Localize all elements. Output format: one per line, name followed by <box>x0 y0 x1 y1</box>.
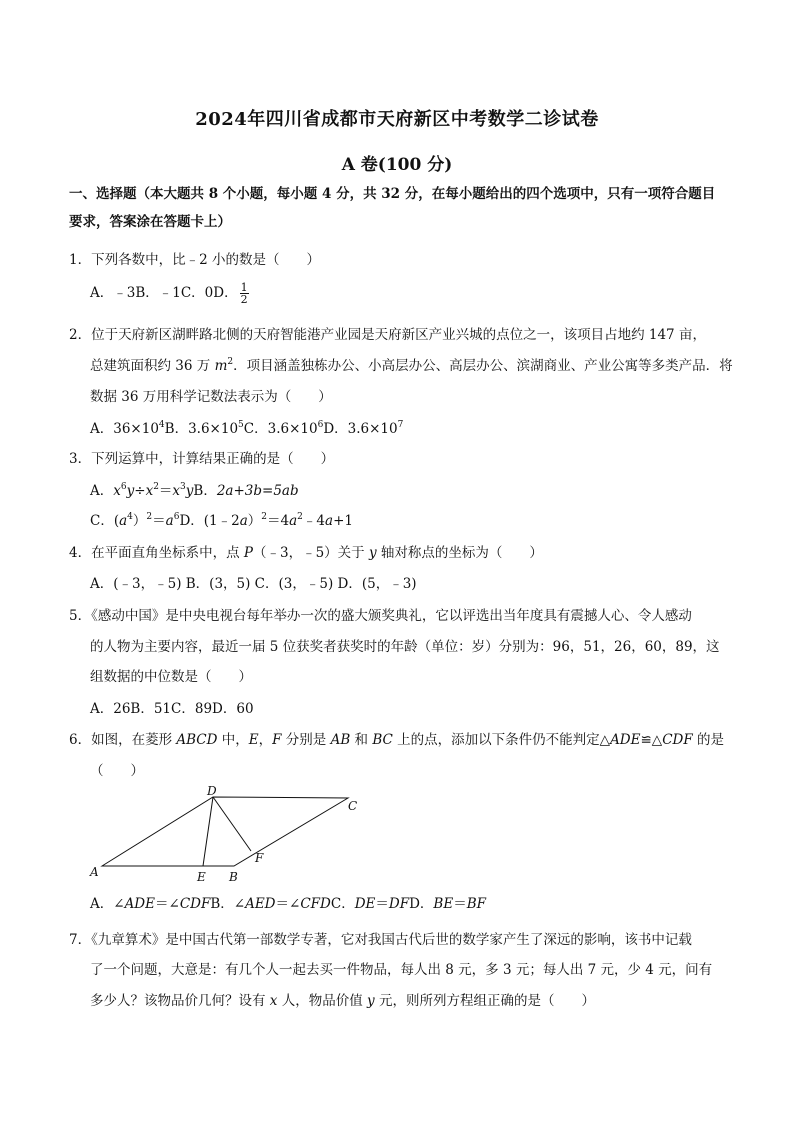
variable: ABCD <box>176 732 218 748</box>
text-segment: ， <box>258 732 273 748</box>
option-d: D．3.6×10 <box>323 421 398 437</box>
label-f: F <box>255 851 264 865</box>
exponent: 2 <box>261 511 268 522</box>
variable-p: P <box>243 545 253 561</box>
fraction-one-half <box>240 282 249 305</box>
text-segment: （﹣3，﹣5）关于 <box>252 545 369 561</box>
label-e: E <box>197 870 206 884</box>
text-segment: 多少人？该物品价几何？设有 <box>90 993 270 1009</box>
option-b: B．3.6×10 <box>164 421 239 437</box>
exponent: 5 <box>238 419 244 430</box>
option-c: C．( <box>90 513 120 529</box>
text-segment: 的是 <box>692 732 725 748</box>
option-b: B． <box>193 483 217 499</box>
variable: a <box>119 513 128 529</box>
variable: y <box>185 483 194 499</box>
exponent: 2 <box>227 356 234 367</box>
question-1-stem: 1．下列各数中，比﹣2 小的数是（ ） <box>69 252 320 268</box>
variable: x <box>145 483 154 499</box>
option-c: C． <box>330 896 355 912</box>
question-1-options <box>90 281 249 305</box>
question-4-stem <box>69 541 543 561</box>
fraction-numerator: 1 <box>240 281 248 294</box>
question-3-stem: 3．下列运算中，计算结果正确的是（ ） <box>69 451 335 467</box>
question-3-options-ab <box>90 479 299 499</box>
segment-de <box>203 797 213 866</box>
variable: AB <box>330 732 351 748</box>
variable: x <box>113 483 121 499</box>
question-2-options <box>90 417 403 437</box>
question-7-line: 了一个问题，大意是：有几个人一起去买一件物品，每人出 8 元，多 3 元；每人出 7 元，少 4 元，问有 <box>90 962 713 978</box>
text-segment: 4．在平面直角坐标系中，点 <box>69 545 244 561</box>
question-3-options-cd <box>90 509 353 529</box>
variable: a <box>289 513 298 529</box>
text-segment: 中， <box>217 732 249 748</box>
section-header <box>69 180 729 236</box>
exponent: 6 <box>317 419 324 430</box>
fraction-denominator: 2 <box>240 293 248 306</box>
operator: ＝ <box>158 483 173 499</box>
operator: ＝ <box>375 896 389 912</box>
exponent: 4 <box>158 419 165 430</box>
exponent: 4 <box>127 511 133 522</box>
operator: ＝4 <box>267 513 290 529</box>
variable: BF <box>466 896 486 912</box>
variable: AED <box>245 896 276 912</box>
variable: F <box>272 732 282 748</box>
operator: ＝∠ <box>155 896 180 912</box>
question-7-line <box>90 989 595 1009</box>
text-segment: 上的点，添加以下条件仍不能判定△ <box>392 732 611 748</box>
variable: CFD <box>300 896 331 912</box>
option-a: A．36×10 <box>90 421 159 437</box>
text-segment: 轴对称点的坐标为（ ） <box>376 545 543 561</box>
variable: ADE <box>610 732 641 748</box>
segment-df <box>213 797 251 851</box>
question-4-options: A．(﹣3，﹣5) B．(3，5) C．(3，﹣5) D．(5，﹣3) <box>90 576 417 592</box>
variable: ADE <box>124 896 155 912</box>
operator: ＝∠ <box>275 896 301 912</box>
question-7-line: 7．《九章算术》是中国古代第一部数学专著，它对我国古代后世的数学家产生了深远的影响，该书中记载 <box>69 932 692 948</box>
exponent: 2 <box>297 511 303 522</box>
label-a: A <box>90 865 99 879</box>
exponent: 3 <box>180 481 186 492</box>
exponent: 2 <box>153 481 159 492</box>
variable: E <box>248 732 259 748</box>
option-d: D．(1﹣2 <box>179 513 240 529</box>
question-6-line: （ ） <box>90 763 144 779</box>
text-segment: 元，则所列方程组正确的是（ ） <box>374 993 595 1009</box>
option-d: D． <box>409 896 434 912</box>
question-5-options: A．26B．51C．89D．60 <box>90 701 254 717</box>
text-segment: 人，物品价值 <box>277 993 368 1009</box>
operator: ÷ <box>134 483 146 499</box>
variable: y <box>126 483 135 499</box>
page-title: 2024年四川省成都市天府新区中考数学二诊试卷 <box>195 109 599 130</box>
variable: x <box>172 483 181 499</box>
variable: a <box>325 513 334 529</box>
question-6-line <box>69 728 724 748</box>
variable-y: y <box>368 545 377 561</box>
variable-y: y <box>367 993 375 1009</box>
variable-x: x <box>269 993 278 1009</box>
expression: 2a+3b=5ab <box>216 483 299 499</box>
paren: ） <box>247 513 262 529</box>
variable-m: m <box>214 358 228 374</box>
question-2-line: 2．位于天府新区湖畔路北侧的天府智能港产业园是天府新区产业兴城的点位之一，该项目占地约 147 亩， <box>69 327 706 343</box>
label-b: B <box>229 870 238 884</box>
variable: a <box>165 513 174 529</box>
question-1-options-text: A．﹣3B．﹣1C．0D． <box>90 285 238 301</box>
rhombus-figure <box>88 784 378 884</box>
variable: CDF <box>662 732 693 748</box>
option-c: C．3.6×10 <box>243 421 318 437</box>
text-segment: 总建筑面积约 36 万 <box>90 358 215 374</box>
question-2-line <box>90 354 733 374</box>
text-segment: 和 <box>350 732 373 748</box>
label-d: D <box>207 784 217 798</box>
question-6-options <box>90 892 486 912</box>
question-5-line: 组数据的中位数是（ ） <box>90 669 252 685</box>
exponent: 7 <box>397 419 404 430</box>
variable: DF <box>388 896 410 912</box>
variable: a <box>239 513 248 529</box>
label-c: C <box>348 799 358 813</box>
text-segment: +1 <box>333 513 353 529</box>
question-5-line: 的人物为主要内容，最近一届 5 位获奖者获奖时的年龄（单位：岁）分别为：96，51，26，60，89，这 <box>90 639 720 655</box>
option-b: B．∠ <box>210 896 246 912</box>
text-segment: 6．如图，在菱形 <box>69 732 177 748</box>
exponent: 6 <box>120 481 127 492</box>
operator: ＝ <box>453 896 467 912</box>
operator: ＝ <box>152 513 166 529</box>
variable: DE <box>354 896 376 912</box>
exponent: 2 <box>146 511 153 522</box>
text-segment: 分别是 <box>281 732 331 748</box>
section-header-line: 一、选择题（本大题共 8 个小题，每小题 4 分，共 32 分，在每小题给出的四个选项中，只有一项符合题目 <box>69 186 716 202</box>
variable: CDF <box>179 896 211 912</box>
question-5-line: 5．《感动中国》是中央电视台每年举办一次的盛大颁奖典礼，它以评选出当年度具有震撼人心、令人感动 <box>69 608 692 624</box>
page-subtitle: A 卷(100 分) <box>341 155 453 175</box>
text-segment: ≌△ <box>640 732 663 748</box>
paren: ） <box>132 513 147 529</box>
text-segment: ．项目涵盖独栋办公、小高层办公、高层办公、滨湖商业、产业公寓等多类产品．将 <box>233 358 733 374</box>
exponent: 6 <box>173 511 180 522</box>
variable: BC <box>372 732 393 748</box>
variable: BE <box>433 896 454 912</box>
option-a: A． <box>90 483 114 499</box>
section-header-line: 要求，答案涂在答题卡上） <box>69 214 231 230</box>
rhombus-abcd <box>102 797 348 866</box>
question-2-line: 数据 36 万用科学记数法表示为（ ） <box>90 389 332 405</box>
option-a: A．∠ <box>90 896 125 912</box>
operator: ﹣4 <box>302 513 325 529</box>
